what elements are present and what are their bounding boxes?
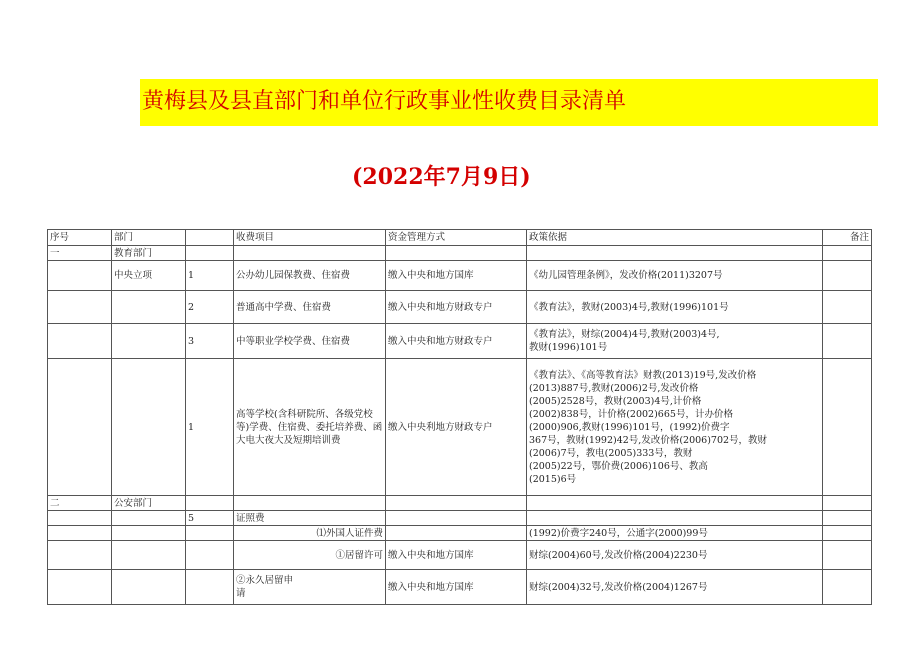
cell-num: 5 — [186, 511, 234, 526]
cell-fund — [386, 511, 527, 526]
cell-item — [234, 246, 386, 261]
cell-num — [186, 570, 234, 605]
cell-dept: 公安部门 — [112, 496, 186, 511]
fee-catalog-table — [47, 229, 872, 605]
table-row — [48, 541, 872, 570]
table-row — [48, 291, 872, 324]
cell-policy: (1992)价费字240号，公通字(2000)99号 — [527, 526, 823, 541]
cell-fund — [386, 496, 527, 511]
cell-fund: 缴入中央和地方国库 — [386, 261, 527, 291]
cell-item: 普通高中学费、住宿费 — [234, 291, 386, 324]
cell-fund: 缴入中央和地方国库 — [386, 541, 527, 570]
cell-item — [234, 496, 386, 511]
cell-num: 3 — [186, 324, 234, 359]
cell-item: 证照费 — [234, 511, 386, 526]
table-header-row — [48, 230, 872, 246]
table-row — [48, 526, 872, 541]
table-row — [48, 246, 872, 261]
cell-item: 高等学校(含科研院所、各级党校等)学费、住宿费、委托培养费、函大电大夜大及短期培训费 — [234, 359, 386, 496]
cell-remark — [823, 359, 872, 496]
cell-num: 2 — [186, 291, 234, 324]
cell-dept — [112, 324, 186, 359]
cell-policy: 《教育法》，教财(2003)4号,教财(1996)101号 — [527, 291, 823, 324]
header-seq: 序号 — [48, 230, 112, 246]
cell-num — [186, 526, 234, 541]
cell-policy: 《幼儿园管理条例》，发改价格(2011)3207号 — [527, 261, 823, 291]
cell-num — [186, 496, 234, 511]
cell-remark — [823, 261, 872, 291]
cell-dept — [112, 511, 186, 526]
cell-item: ⑴外国人证件费 — [234, 526, 386, 541]
table-row — [48, 511, 872, 526]
cell-fund — [386, 526, 527, 541]
document-title: 黄梅县及县直部门和单位行政事业性收费目录清单 — [142, 89, 627, 114]
cell-num: 1 — [186, 359, 234, 496]
cell-remark — [823, 324, 872, 359]
document-date: (2022年7月9日) — [352, 164, 531, 190]
cell-seq: 一 — [48, 246, 112, 261]
cell-policy: 《教育法》、《高等教育法》财教(2013)19号,发改价格 (2013)887号,教财(2006)2号,发改价格 (2005)2528号，教财(2003)4号,计价格 (2002)838号，计价格(2002)665号，计办价格 (2000)906,教财(1996)101号，(1992)价费字 367号，教财(1992)42号,发改价格(2006)702号，教财 (2006)7号，教电(2005)333号，教财 (2005)22号，鄂价费(2006)106号、教高 (2015)6号 — [527, 359, 823, 496]
cell-item: ②永久居留申 请 — [234, 570, 386, 605]
cell-policy: 财综(2004)32号,发改价格(2004)1267号 — [527, 570, 823, 605]
cell-fund — [386, 246, 527, 261]
cell-dept: 中央立项 — [112, 261, 186, 291]
table-row — [48, 496, 872, 511]
header-item: 收费项目 — [234, 230, 386, 246]
cell-seq — [48, 511, 112, 526]
cell-fund: 缴入中央和地方财政专户 — [386, 324, 527, 359]
cell-seq — [48, 570, 112, 605]
cell-policy — [527, 511, 823, 526]
cell-remark — [823, 511, 872, 526]
table-row — [48, 359, 872, 496]
cell-remark — [823, 496, 872, 511]
cell-fund: 缴入中央和地方财政专户 — [386, 291, 527, 324]
cell-dept — [112, 541, 186, 570]
header-dept: 部门 — [112, 230, 186, 246]
cell-policy — [527, 246, 823, 261]
cell-item: ①居留许可 — [234, 541, 386, 570]
cell-dept — [112, 291, 186, 324]
cell-dept: 教育部门 — [112, 246, 186, 261]
cell-dept — [112, 570, 186, 605]
cell-policy: 财综(2004)60号,发改价格(2004)2230号 — [527, 541, 823, 570]
cell-remark — [823, 246, 872, 261]
cell-item: 中等职业学校学费、住宿费 — [234, 324, 386, 359]
cell-remark — [823, 526, 872, 541]
cell-seq — [48, 291, 112, 324]
cell-num: 1 — [186, 261, 234, 291]
cell-fund: 缴入中央利地方财政专户 — [386, 359, 527, 496]
cell-item: 公办幼儿园保教费、住宿费 — [234, 261, 386, 291]
table-row — [48, 261, 872, 291]
cell-dept — [112, 526, 186, 541]
cell-seq — [48, 324, 112, 359]
table-row — [48, 324, 872, 359]
cell-seq — [48, 541, 112, 570]
cell-policy — [527, 496, 823, 511]
cell-seq — [48, 526, 112, 541]
cell-num — [186, 541, 234, 570]
cell-remark — [823, 570, 872, 605]
cell-policy: 《教育法》，财综(2004)4号,教财(2003)4号, 教财(1996)101号 — [527, 324, 823, 359]
cell-num — [186, 246, 234, 261]
cell-seq — [48, 359, 112, 496]
cell-remark — [823, 291, 872, 324]
cell-dept — [112, 359, 186, 496]
header-fund: 资金管理方式 — [386, 230, 527, 246]
cell-fund: 缴入中央和地方国库 — [386, 570, 527, 605]
cell-seq: 二 — [48, 496, 112, 511]
cell-remark — [823, 541, 872, 570]
header-policy: 政策依据 — [527, 230, 823, 246]
table-row — [48, 570, 872, 605]
header-num — [186, 230, 234, 246]
cell-seq — [48, 261, 112, 291]
header-remark: 备注 — [823, 230, 872, 246]
